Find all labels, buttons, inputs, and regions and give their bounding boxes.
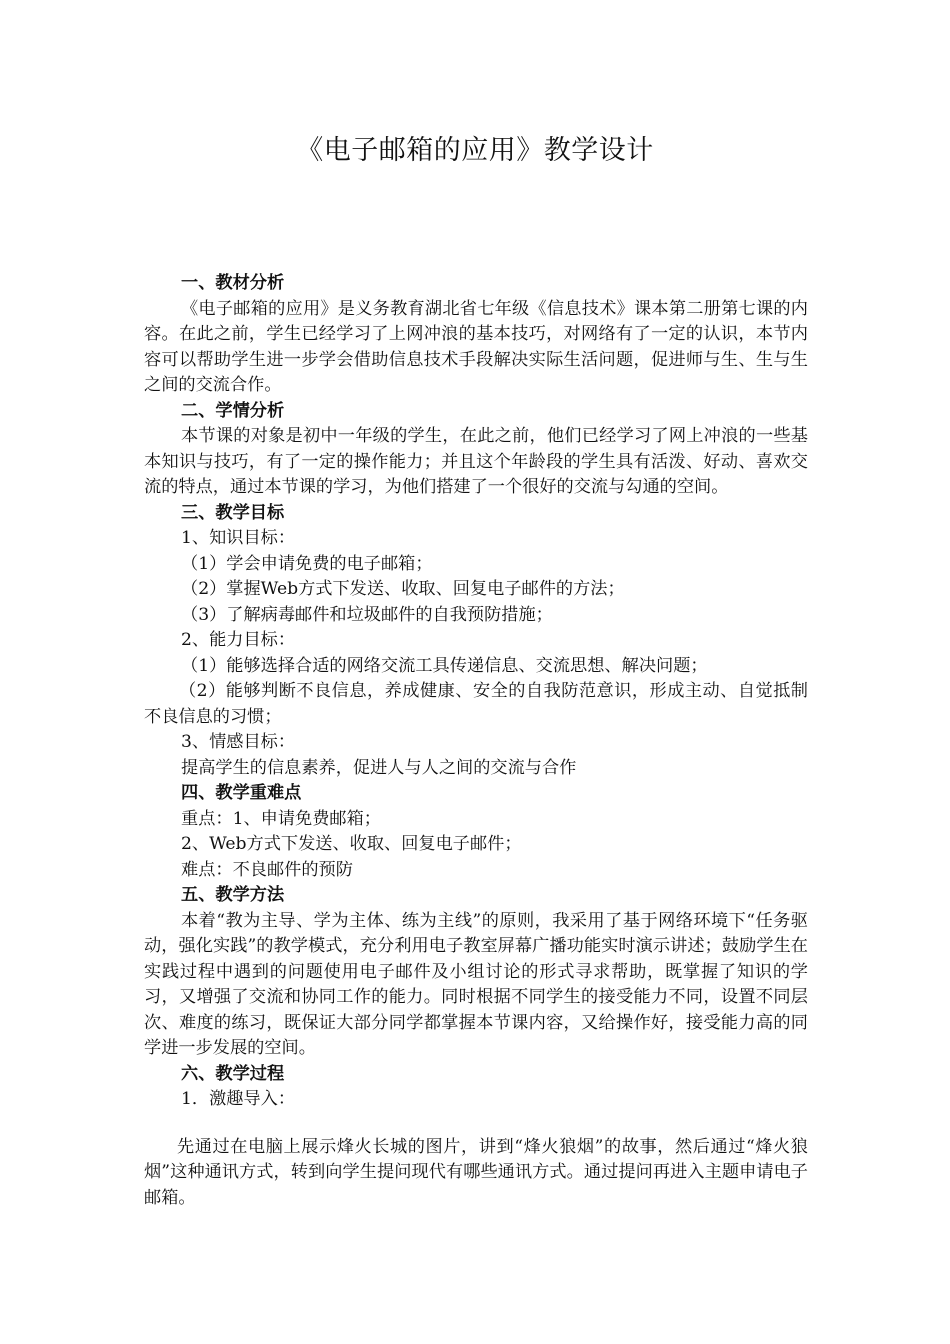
document-title: 《电子邮箱的应用》教学设计 xyxy=(296,135,654,166)
ability-goal-item: （1）能够选择合适的网络交流工具传递信息、交流思想、解决问题； xyxy=(181,655,708,676)
document-body xyxy=(144,271,808,1211)
emotion-goal-item: 提高学生的信息素养，促进人与人之间的交流与合作 xyxy=(181,757,577,778)
paragraph-student-analysis: 本节课的对象是初中一年级的学生，在此之前，他们已经学习了网上冲浪的一些基本知识与技巧，有了一定的操作能力；并且这个年龄段的学生具有活泼、好动、喜欢交流的特点，通过本节课的学习，为他们搭建了一个很好的交流与勾通的空间。 xyxy=(144,426,808,497)
knowledge-goal-item: （1）学会申请免费的电子邮箱； xyxy=(181,553,433,574)
knowledge-goal-item: （3）了解病毒邮件和垃圾邮件的自我预防措施； xyxy=(181,604,553,625)
section-heading-student-analysis: 二、学情分析 xyxy=(181,400,285,421)
paragraph-textbook-analysis: 《电子邮箱的应用》是义务教育湖北省七年级《信息技术》课本第二册第七课的内容。在此之前，学生已经学习了上网冲浪的基本技巧，对网络有了一定的认识，本节内容可以帮助学生进一步学会借助信息技术手段解决实际生活问题，促进师与生、生与生之间的交流合作。 xyxy=(144,298,808,395)
ability-goal-label: 2、能力目标： xyxy=(181,630,296,650)
key-point-item: 重点：1、申请免费邮箱； xyxy=(181,808,381,829)
paragraph-spacer xyxy=(144,1113,808,1135)
process-step-heading: 1．激趣导入： xyxy=(181,1089,296,1109)
section-heading-teaching-methods: 五、教学方法 xyxy=(181,885,285,905)
paragraph-process-intro: 先通过在电脑上展示烽火长城的图片，讲到“烽火狼烟”的故事，然后通过“烽火狼烟”这种通讯方式，转到向学生提问现代有哪些通讯方式。通过提问再进入主题申请电子邮箱。 xyxy=(144,1136,808,1208)
knowledge-goal-label: 1、知识目标： xyxy=(181,528,296,548)
section-heading-textbook-analysis: 一、教材分析 xyxy=(181,273,285,293)
section-heading-teaching-process: 六、教学过程 xyxy=(181,1063,285,1084)
difficult-point-item: 难点：不良邮件的预防 xyxy=(181,859,353,880)
section-heading-teaching-goals: 三、教学目标 xyxy=(181,502,285,523)
ability-goal-item: （2）能够判断不良信息，养成健康、安全的自我防范意识，形成主动、自觉抵制不良信息的习惯； xyxy=(144,681,808,727)
paragraph-teaching-methods: 本着“教为主导、学为主体、练为主线”的原则，我采用了基于网络环境下“任务驱动，强化实践”的教学模式，充分利用电子教室屏幕广播功能实时演示讲述；鼓励学生在实践过程中遇到的问题使用电子邮件及小组讨论的形式寻求帮助，既掌握了知识的学习，又增强了交流和协同工作的能力。同时根据不同学生的接受能力不同，设置不同层次、难度的练习，既保证大部分同学都掌握本节课内容，又给操作好，接受能力高的同学进一步发展的空间。 xyxy=(144,910,808,1058)
emotion-goal-label: 3、情感目标： xyxy=(181,732,296,752)
knowledge-goal-item: （2）掌握Web方式下发送、收取、回复电子邮件的方法； xyxy=(181,579,625,599)
key-point-item: 2、Web方式下发送、收取、回复电子邮件； xyxy=(181,834,522,854)
section-heading-key-points: 四、教学重难点 xyxy=(181,783,302,803)
